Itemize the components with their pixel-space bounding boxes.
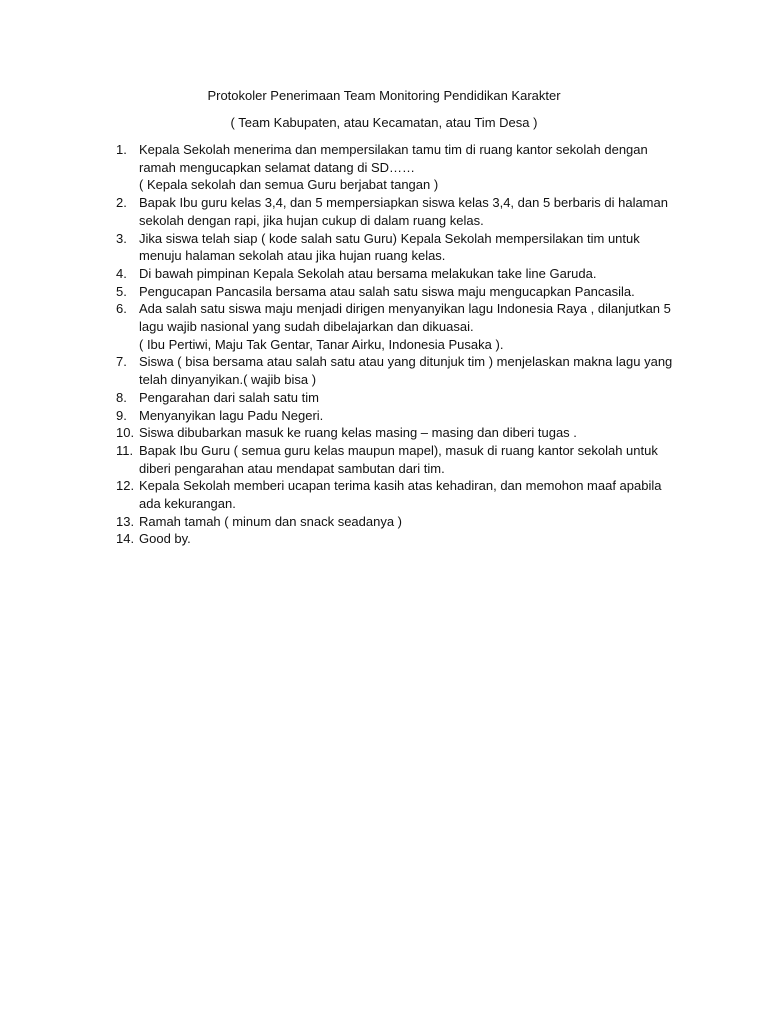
list-item — [116, 141, 686, 194]
list-item-text: Kepala Sekolah memberi ucapan terima kasih atas kehadiran, dan memohon maaf apabila ada kekurangan. — [139, 478, 662, 512]
list-item-number: 14. — [116, 531, 135, 547]
list-item-number: 4. — [116, 265, 127, 281]
list-item-text: Di bawah pimpinan Kepala Sekolah atau bersama melakukan take line Garuda. — [139, 265, 597, 281]
list-item — [116, 265, 686, 283]
list-item — [116, 230, 686, 265]
list-item-number: 13. — [116, 513, 135, 529]
list-item-number: 2. — [116, 195, 127, 211]
list-item — [116, 513, 686, 531]
list-item — [116, 407, 686, 425]
list-item-text: Siswa ( bisa bersama atau salah satu atau yang ditunjuk tim ) menjelaskan makna lagu yang telah dinyanyikan.( wajib bisa ) — [139, 354, 673, 388]
list-item-number: 1. — [116, 142, 127, 157]
list-item-number: 12. — [116, 478, 135, 494]
list-item-text: Ramah tamah ( minum dan snack seadanya ) — [139, 513, 403, 529]
list-item — [116, 530, 686, 548]
document-subtitle: ( Team Kabupaten, atau Kecamatan, atau Tim Desa ) — [230, 115, 538, 130]
list-item — [116, 442, 686, 477]
list-item — [116, 194, 686, 229]
list-item-text: Pengucapan Pancasila bersama atau salah satu siswa maju mengucapkan Pancasila. — [139, 283, 635, 299]
list-item-number: 9. — [116, 407, 127, 423]
list-item — [116, 477, 686, 512]
list-item-number: 10. — [116, 425, 135, 441]
list-item-text: Pengarahan dari salah satu tim — [139, 389, 319, 405]
list-item — [116, 424, 686, 442]
protocol-list — [116, 141, 686, 548]
list-item-number: 8. — [116, 389, 127, 405]
list-item — [116, 389, 686, 407]
list-item-number: 6. — [116, 301, 127, 317]
list-item — [116, 283, 686, 301]
list-item-number: 3. — [116, 230, 127, 246]
list-item-number: 5. — [116, 283, 127, 299]
document-title: Protokoler Penerimaan Team Monitoring Pendidikan Karakter — [207, 88, 561, 103]
list-item-text: Bapak Ibu guru kelas 3,4, dan 5 mempersiapkan siswa kelas 3,4, dan 5 berbaris di halaman sekolah dengan rapi, jika hujan cukup di dalam ruang kelas. — [139, 195, 668, 228]
list-item-text: Menyanyikan lagu Padu Negeri. — [139, 407, 324, 423]
list-item-number: 11. — [116, 442, 134, 458]
list-item-text: Jika siswa telah siap ( kode salah satu Guru) Kepala Sekolah mempersilakan tim untuk menuju halaman sekolah atau jika hujan ruang kelas. — [139, 230, 640, 264]
list-item-text: Ada salah satu siswa maju menjadi dirigen menyanyikan lagu Indonesia Raya , dilanjutkan 5 lagu wajib nasional yang sudah dibelajarkan dan dikuasai. ( Ibu Pertiwi, Maju Tak Gentar, Tanar Airku, Indonesia Pusaka ). — [139, 301, 671, 352]
list-item-number: 7. — [116, 354, 127, 370]
list-item-text: Good by. — [139, 531, 191, 547]
list-item-text: Siswa dibubarkan masuk ke ruang kelas masing – masing dan diberi tugas . — [139, 425, 577, 441]
list-item — [116, 300, 686, 353]
list-item-text: Kepala Sekolah menerima dan mempersilakan tamu tim di ruang kantor sekolah dengan ramah mengucapkan selamat datang di SD…… ( Kepala sekolah dan semua Guru berjabat tangan ) — [139, 142, 648, 193]
list-item — [116, 353, 686, 388]
list-item-text: Bapak Ibu Guru ( semua guru kelas maupun mapel), masuk di ruang kantor sekolah untuk diberi pengarahan atau mendapat sambutan dari tim. — [139, 442, 658, 476]
